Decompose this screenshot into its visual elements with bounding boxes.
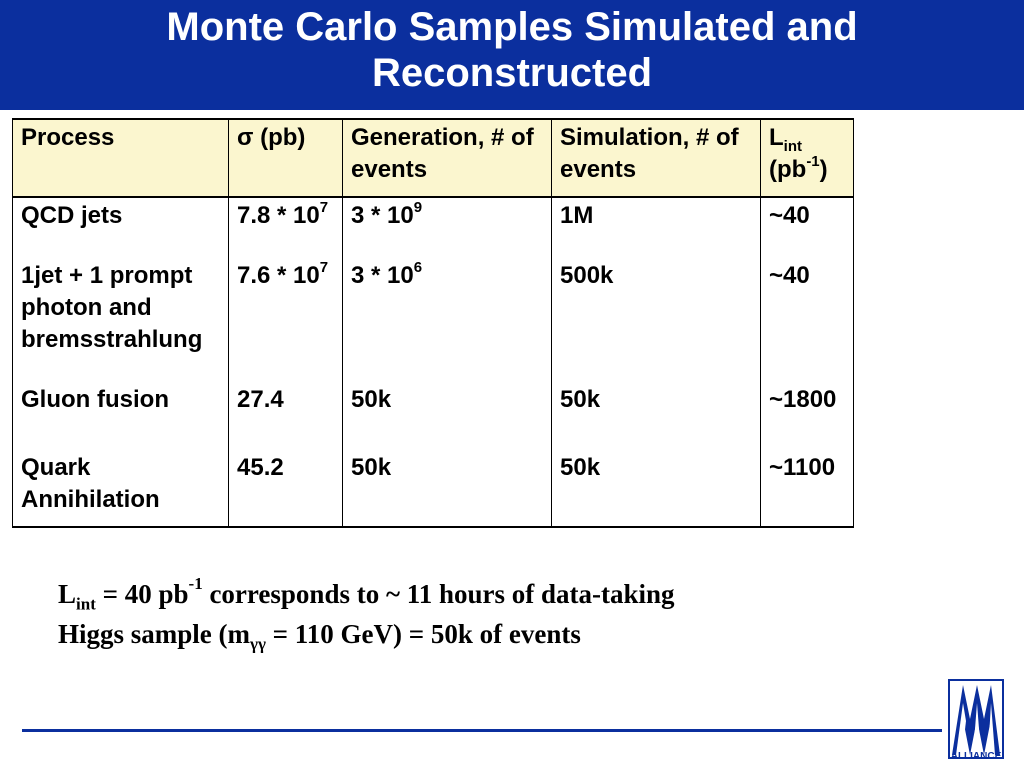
cell-lint: ~40	[761, 258, 854, 382]
cell-sigma: 27.4	[229, 382, 343, 450]
lint-unit-open: (pb	[769, 156, 807, 183]
gen-exp: 6	[413, 259, 423, 276]
cell-generation: 50k	[343, 450, 552, 527]
alliance-logo-label: ALLIANCE	[950, 751, 1002, 762]
cell-lint: ~1800	[761, 382, 854, 450]
monte-carlo-table	[12, 118, 854, 528]
cell-simulation: 50k	[552, 382, 761, 450]
lint-L: L	[769, 124, 784, 151]
slide-title-line1: Monte Carlo Samples Simulated and	[166, 5, 858, 49]
sigma-symbol: σ	[237, 124, 254, 151]
cell-simulation: 50k	[552, 450, 761, 527]
header-process: Process	[13, 119, 229, 197]
lint-unit-close: )	[819, 156, 828, 183]
slide-title	[0, 0, 1024, 110]
header-simulation: Simulation, # of events	[552, 119, 761, 197]
cell-process: 1jet + 1 prompt photon and bremsstrahlung	[13, 258, 229, 382]
table-row	[13, 382, 854, 450]
sigma-exp: 7	[319, 259, 329, 276]
note2-sub: γγ	[250, 634, 266, 654]
table-row	[13, 450, 854, 527]
gen-base: 3 * 10	[351, 262, 414, 289]
cell-generation	[343, 258, 552, 382]
cell-lint: ~1100	[761, 450, 854, 527]
footer-divider	[22, 729, 942, 732]
table-row	[13, 258, 854, 382]
cell-sigma: 45.2	[229, 450, 343, 527]
note1-sup: -1	[188, 574, 203, 593]
header-generation: Generation, # of events	[343, 119, 552, 197]
cell-generation: 50k	[343, 382, 552, 450]
note-luminosity	[58, 574, 675, 614]
cell-sigma	[229, 258, 343, 382]
cell-simulation: 1M	[552, 197, 761, 258]
note1-L: L	[58, 579, 77, 609]
table-header-row	[13, 119, 854, 197]
lint-unit-sup: -1	[806, 153, 820, 170]
cell-generation	[343, 197, 552, 258]
sigma-base: 7.6 * 10	[237, 262, 320, 289]
cell-sigma	[229, 197, 343, 258]
cell-process: Quark Annihilation	[13, 450, 229, 527]
note2-rest: = 110 GeV) = 50k of events	[265, 619, 581, 649]
header-lint	[761, 119, 854, 197]
note1-sub: int	[76, 594, 96, 614]
note1-mid: = 40 pb	[95, 579, 189, 609]
slide-title-line2: Reconstructed	[371, 51, 653, 95]
notes	[58, 574, 675, 654]
lint-sub: int	[783, 137, 802, 155]
sigma-base: 7.8 * 10	[237, 202, 320, 229]
cell-simulation: 500k	[552, 258, 761, 382]
cell-process: Gluon fusion	[13, 382, 229, 450]
note2-pre: Higgs sample (m	[58, 619, 250, 649]
cell-process: QCD jets	[13, 197, 229, 258]
note-higgs	[58, 614, 675, 654]
cell-lint: ~40	[761, 197, 854, 258]
sigma-unit: (pb)	[253, 124, 306, 151]
header-sigma	[229, 119, 343, 197]
sigma-exp: 7	[319, 199, 329, 216]
gen-exp: 9	[413, 199, 423, 216]
note1-rest: corresponds to ~ 11 hours of data-taking	[202, 579, 675, 609]
table-row	[13, 197, 854, 258]
gen-base: 3 * 10	[351, 202, 414, 229]
